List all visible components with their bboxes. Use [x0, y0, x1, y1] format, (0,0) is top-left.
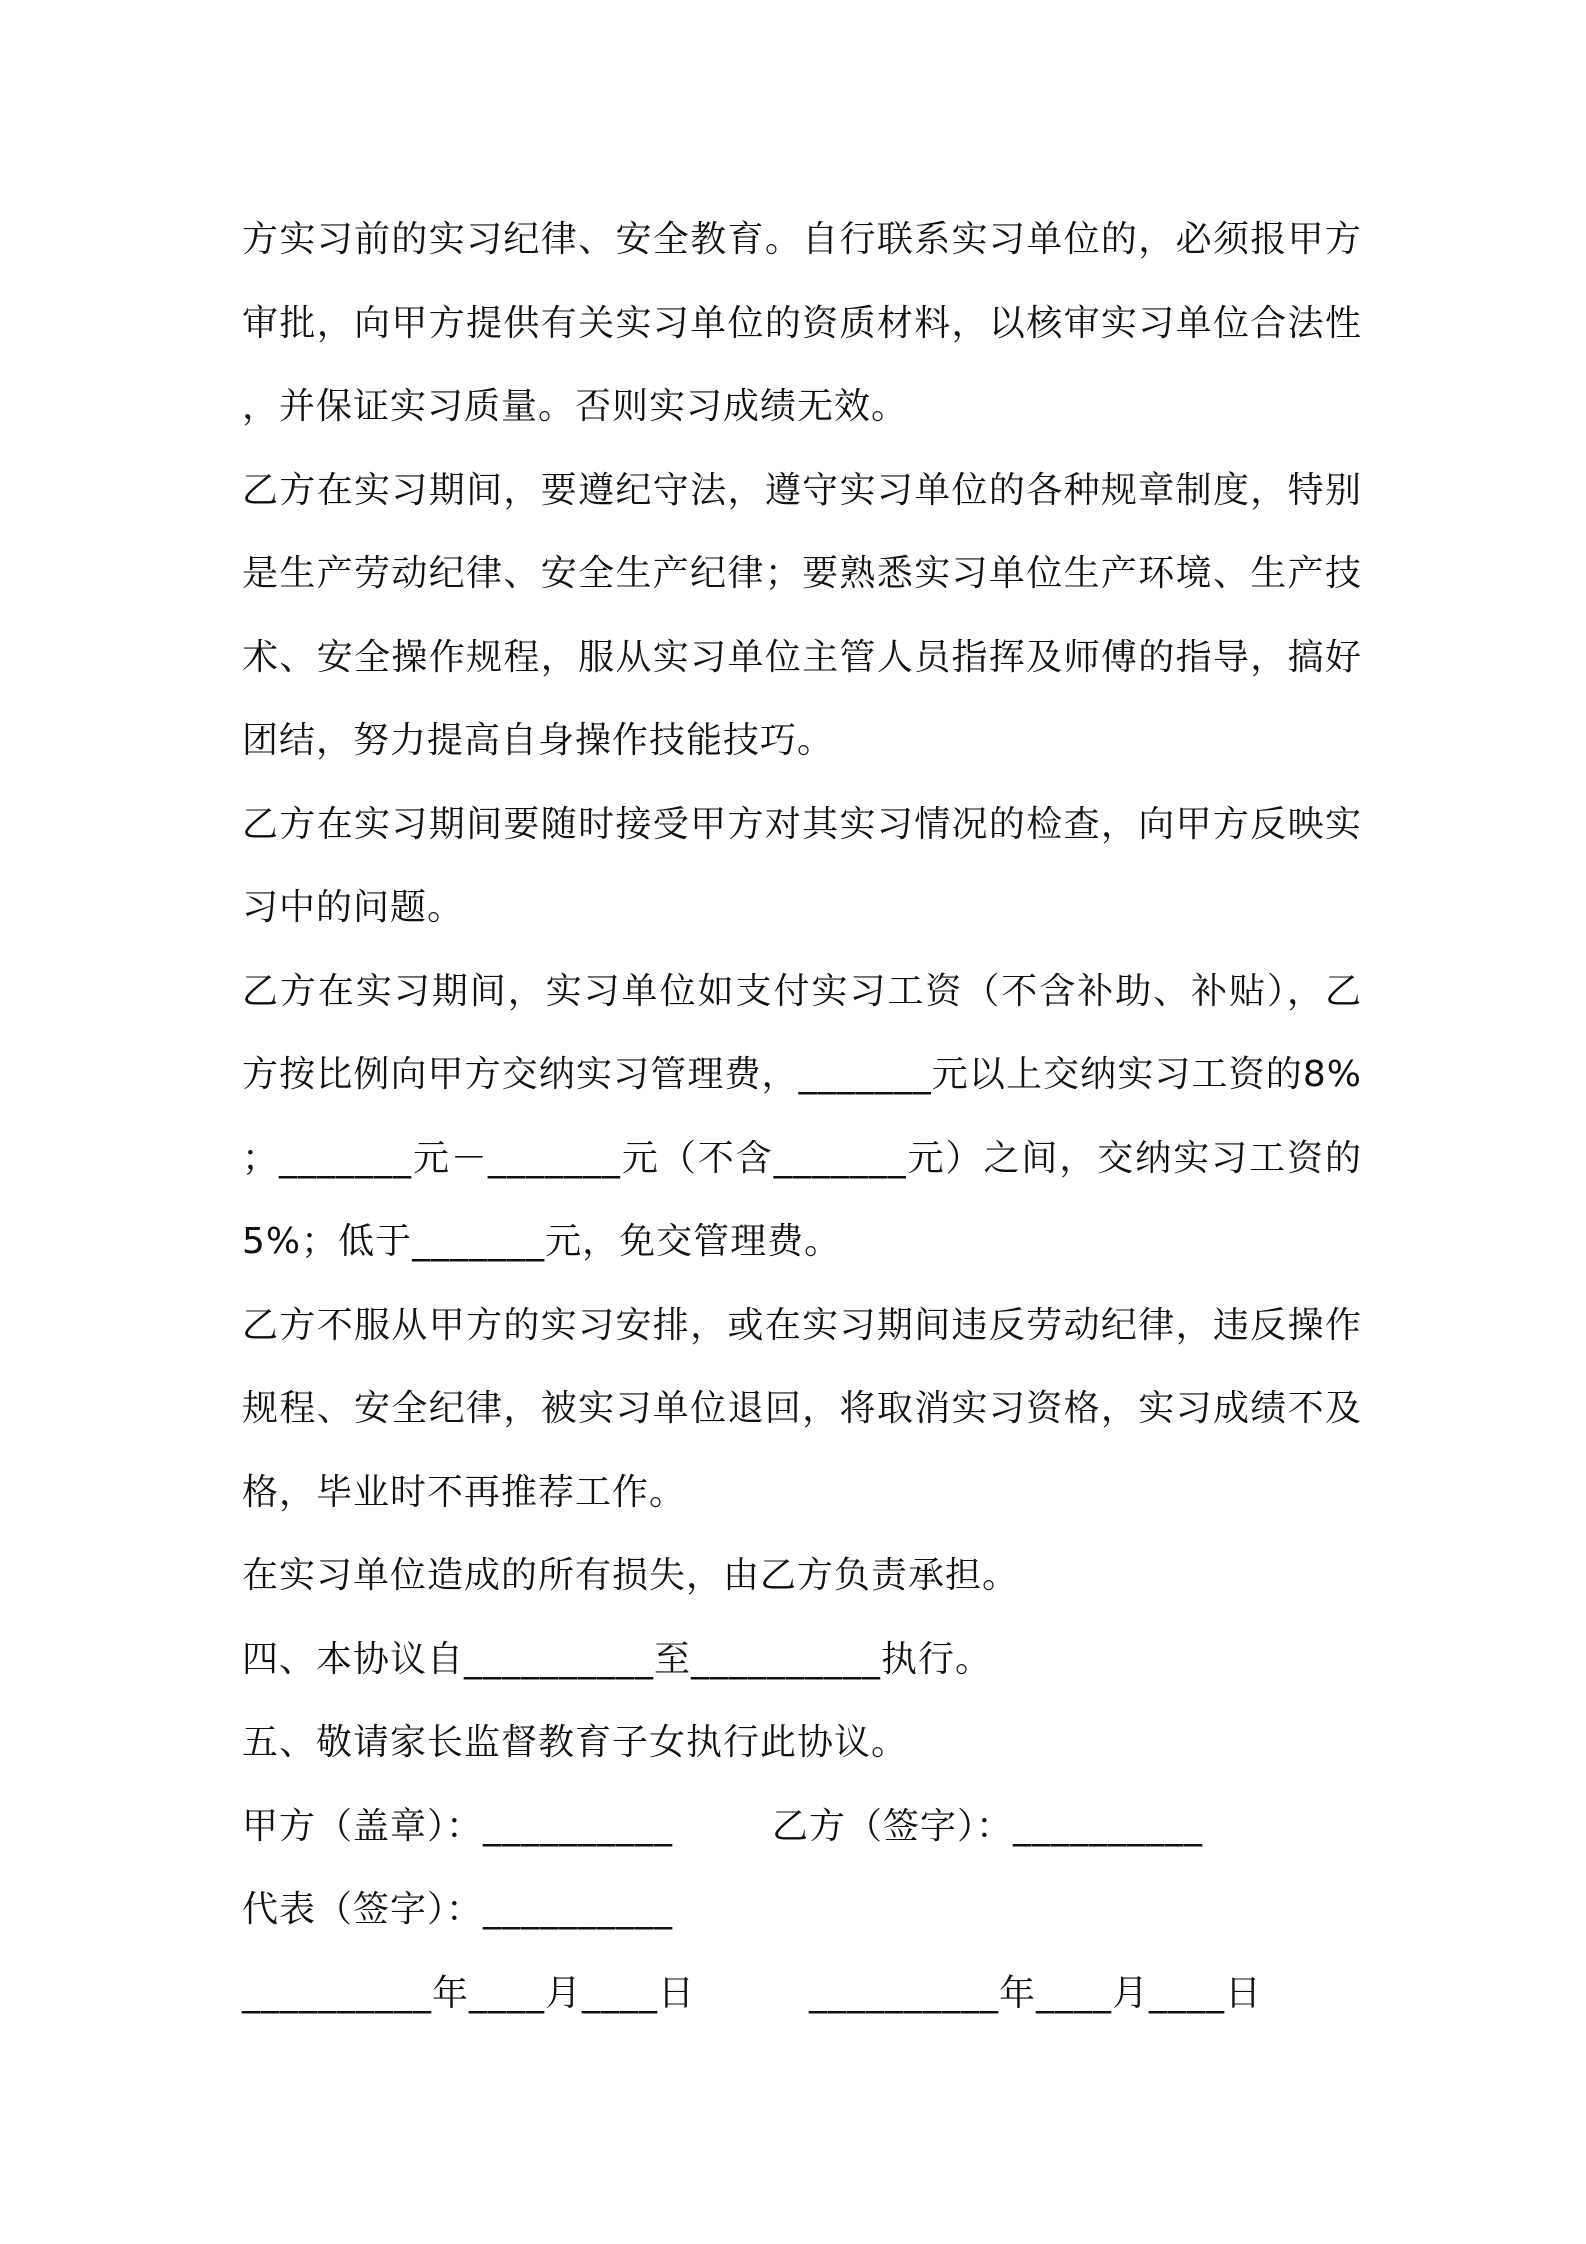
paragraph-violation: 乙方不服从甲方的实习安排，或在实习期间违反劳动纪律，违反操作规程、安全纪律，被实习单位退回，将取消实习资格，实习成绩不及格，毕业时不再推荐工作。	[242, 1304, 1362, 1513]
representative-signature: 代表（签字）：__________	[242, 1889, 674, 1930]
paragraph-management-fee: 乙方在实习期间，实习单位如支付实习工资（不含补助、补贴），乙方按比例向甲方交纳实习管理费，_______元以上交纳实习工资的8%；_______元－_______元（不含_______元）之间，交纳实习工资的5%；低于_______元，免交管理费。	[242, 970, 1362, 1262]
paragraph-inspection: 乙方在实习期间要随时接受甲方对其实习情况的检查，向甲方反映实习中的问题。	[242, 803, 1362, 928]
party-b-signature: 乙方（签字）：__________	[772, 1805, 1204, 1847]
clause-four-term: 四、本协议自__________至__________执行。	[242, 1638, 993, 1680]
paragraph-discipline: 乙方在实习期间，要遵纪守法，遵守实习单位的各种规章制度，特别是生产劳动纪律、安全生产纪律；要熟悉实习单位生产环境、生产技术、安全操作规程，服从实习单位主管人员指挥及师傅的指导，搞好团结，努力提高自身操作技能技巧。	[242, 469, 1362, 761]
representative-row	[242, 1868, 1362, 1952]
document-page	[242, 198, 1362, 2035]
date-right: __________年____月____日	[809, 1972, 1262, 2014]
signature-row	[242, 1785, 1362, 1869]
party-a-seal: 甲方（盖章）：__________	[242, 1805, 674, 1847]
paragraph-losses: 在实习单位造成的所有损失，由乙方负责承担。	[242, 1555, 1020, 1596]
clause-five-parents: 五、敬请家长监督教育子女执行此协议。	[242, 1722, 909, 1763]
paragraph-supervision: 方实习前的实习纪律、安全教育。自行联系实习单位的，必须报甲方审批，向甲方提供有关实习单位的资质材料，以核审实习单位合法性，并保证实习质量。否则实习成绩无效。	[242, 219, 1362, 427]
date-row	[242, 1952, 1362, 2036]
date-left: __________年____月____日	[242, 1972, 695, 2014]
